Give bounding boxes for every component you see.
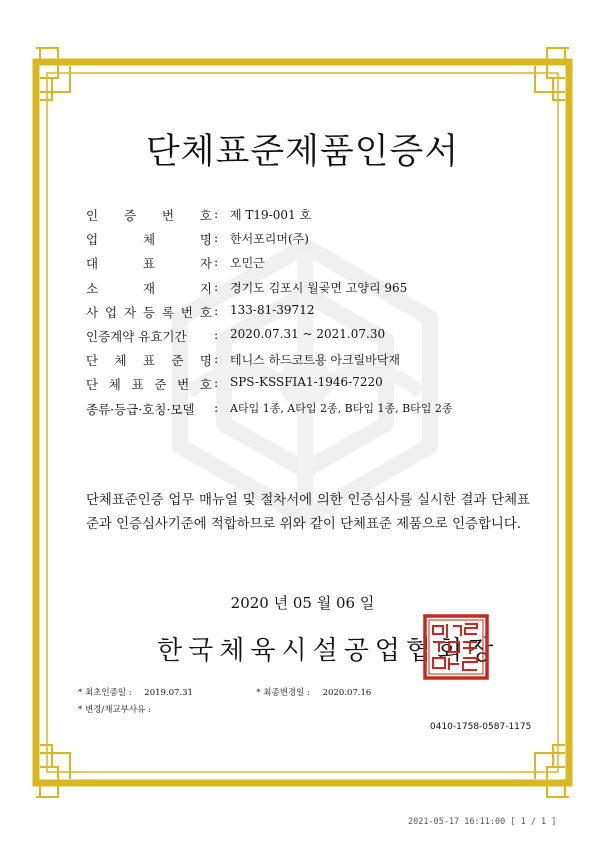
first-cert-label: * 최초인증일 : bbox=[78, 688, 132, 698]
certificate-code: 0410-1758-0587-1175 bbox=[430, 722, 532, 732]
official-seal bbox=[423, 614, 489, 680]
issue-date: 2020 년 05 월 06 일 bbox=[230, 594, 375, 612]
field-colon: : bbox=[214, 399, 219, 415]
field-label: 대 표 자 bbox=[86, 256, 212, 272]
field-label: 단 체 표 준 번 호 bbox=[86, 377, 212, 393]
certificate-notes bbox=[78, 686, 371, 720]
field-colon: : bbox=[214, 278, 219, 294]
first-cert-date: 2019.07.31 bbox=[144, 688, 193, 698]
field-value: 테니스 하드코트용 아크릴바닥재 bbox=[230, 353, 400, 368]
field-value: 2020.07.31 ~ 2021.07.30 bbox=[230, 326, 386, 341]
field-value: SPS-KSSFIA1-1946-7220 bbox=[230, 375, 383, 390]
field-value: 경기도 김포시 월곶면 고양리 965 bbox=[230, 280, 408, 295]
field-value: 133-81-39712 bbox=[230, 302, 315, 317]
change-reason-label: * 변경/재교부사유 : bbox=[78, 705, 151, 715]
field-colon: : bbox=[214, 351, 219, 367]
field-label: 사 업 자 등 록 번 호 bbox=[86, 304, 212, 320]
field-label: 단 체 표 준 명 bbox=[86, 353, 212, 369]
last-change-date: 2020.07.16 bbox=[322, 688, 372, 698]
certification-statement: 단체표준인증 업무 매뉴얼 및 절차서에 의한 인증심사를 실시한 결과 단체표준과 인증심사기준에 적합하므로 위와 같이 단체표준 제품으로 인증합니다. bbox=[86, 493, 530, 532]
field-value: 제 T19-001 호 bbox=[230, 208, 312, 222]
notes-row-reason bbox=[78, 703, 371, 720]
document-title: 단체표준제품인증서 bbox=[145, 132, 460, 172]
field-colon: : bbox=[214, 302, 219, 318]
last-change-label: * 최종변경일 : bbox=[256, 688, 310, 698]
print-footer: 2021-05-17 16:11:00 [ 1 / 1 ] bbox=[408, 817, 557, 827]
field-colon: : bbox=[214, 206, 219, 221]
field-label: 소 재 지 bbox=[86, 280, 212, 296]
notes-row-dates bbox=[78, 686, 371, 703]
field-colon: : bbox=[214, 326, 219, 342]
field-label: 종류·등급·호칭·모델 bbox=[86, 401, 195, 417]
field-colon: : bbox=[214, 254, 219, 270]
field-label: 인증계약 유효기간 bbox=[86, 328, 187, 344]
field-value: 오민근 bbox=[230, 256, 265, 271]
field-value: A타입 1종, A타입 2종, B타입 1종, B타입 2종 bbox=[230, 401, 453, 415]
issuer-name: 한국체육시설공업협회장 bbox=[157, 636, 500, 666]
field-label: 인 증 번 호 bbox=[86, 208, 212, 223]
field-colon: : bbox=[214, 230, 219, 246]
field-label: 업 체 명 bbox=[86, 232, 212, 248]
field-colon: : bbox=[214, 375, 219, 391]
field-value: 한서포리머(주) bbox=[230, 232, 309, 247]
